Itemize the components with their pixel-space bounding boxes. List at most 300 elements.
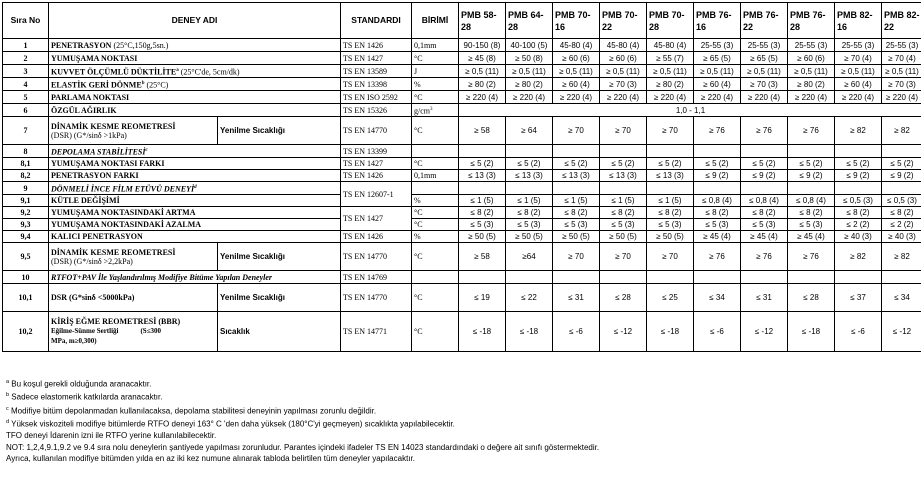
unit-cell — [412, 65, 459, 78]
footnote-text: NOT: 1,2,4,9.1,9.2 ve 9.4 sıra nolu deneylerin şantiyede yapılması zorunludur. Parantes içindeki ifadeler TS EN 14023 standardındaki o değere ait sınıfı göstermektedir. — [6, 442, 600, 452]
value-cell: ≥ 58 — [459, 117, 506, 145]
value-cell: ≤ 28 — [600, 284, 647, 312]
value-cell: 25-55 (3) — [882, 39, 921, 52]
footnote-marker: d — [194, 184, 197, 190]
footnote — [6, 453, 916, 465]
value-cell: ≤ 22 — [506, 284, 553, 312]
test-name-label: KİRİŞ EĞME REOMETRESİ (BBR) — [51, 317, 181, 326]
value-cell: ≥ 70 — [600, 243, 647, 271]
table-row — [3, 207, 921, 219]
empty-cell — [506, 271, 553, 284]
value-cell: ≤ 1 (5) — [600, 195, 647, 207]
row-number: 10,2 — [3, 312, 49, 352]
value-cell: ≤ 5 (2) — [600, 158, 647, 170]
table-row — [3, 312, 921, 352]
test-name-label: ÖZGÜL AĞIRLIK — [51, 105, 117, 115]
test-name — [49, 117, 218, 145]
value-cell: ≤ 9 (2) — [835, 170, 882, 182]
value-cell: ≤ 31 — [553, 284, 600, 312]
test-name: YUMUŞAMA NOKTASINDAKİ ARTMA — [49, 207, 341, 219]
test-name — [49, 78, 341, 91]
value-cell: ≥ 65 (5) — [741, 52, 788, 65]
unit-cell — [412, 182, 459, 195]
value-cell: ≤ 5 (3) — [647, 219, 694, 231]
footnote-text: Bu koşul gerekli olduğunda aranacaktır. — [9, 379, 152, 389]
test-condition: (DSR) (G*/sinδ >1kPa) — [51, 130, 127, 140]
standard-cell: TS EN 12607-1 — [341, 182, 412, 207]
test-condition: (25°C'de, 5cm/dk) — [178, 67, 240, 77]
footnote — [6, 404, 916, 417]
value-cell: ≥ 60 (4) — [694, 78, 741, 91]
value-cell: ≤ 25 — [647, 284, 694, 312]
value-cell: ≥ 70 (3) — [600, 78, 647, 91]
value-cell: 45-80 (4) — [600, 39, 647, 52]
value-cell: ≥ 76 — [788, 117, 835, 145]
footnote-marker: a — [6, 379, 10, 385]
value-cell: ≤ -12 — [741, 312, 788, 352]
header-class: PMB 70-28 — [647, 3, 694, 39]
condition-cell: Yenilme Sıcaklığı — [218, 243, 341, 271]
table-row — [3, 117, 921, 145]
test-name — [49, 145, 341, 158]
value-cell: ≤ 2 (2) — [882, 219, 921, 231]
standard-cell: TS EN 1426 — [341, 170, 412, 182]
value-cell: ≤ 9 (2) — [741, 170, 788, 182]
value-cell: ≥ 0,5 (11) — [835, 65, 882, 78]
specification-table — [2, 2, 921, 352]
empty-cell — [741, 145, 788, 158]
empty-cell — [553, 145, 600, 158]
value-cell: ≤ 8 (2) — [835, 207, 882, 219]
value-cell: ≤ 5 (2) — [694, 158, 741, 170]
footnotes — [6, 377, 916, 465]
value-cell: ≥ 64 — [506, 117, 553, 145]
footnote-text: Sadece elastomerik katkılarda aranacaktır. — [9, 392, 163, 402]
test-condition: Eğilme-Sünme Sertliği — [51, 327, 119, 335]
row-number: 1 — [3, 39, 49, 52]
value-cell: ≥ 70 — [647, 243, 694, 271]
value-cell: ≤ -18 — [459, 312, 506, 352]
value-cell: ≤ 0,8 (4) — [788, 195, 835, 207]
value-cell: 40-100 (5) — [506, 39, 553, 52]
value-cell: ≤ 13 (3) — [506, 170, 553, 182]
value-cell: ≤ 37 — [835, 284, 882, 312]
empty-cell — [506, 182, 553, 195]
row-number: 6 — [3, 104, 49, 117]
value-cell: ≥ 220 (4) — [741, 91, 788, 104]
standard-cell: TS EN 14770 — [341, 117, 412, 145]
table-row — [3, 78, 921, 91]
value-cell: ≤ 8 (2) — [741, 207, 788, 219]
table-row — [3, 170, 921, 182]
empty-cell — [694, 145, 741, 158]
empty-cell — [882, 271, 921, 284]
row-number: 9,3 — [3, 219, 49, 231]
unit-cell — [412, 39, 459, 52]
value-cell: ≤ 5 (3) — [459, 219, 506, 231]
unit-cell: % — [412, 231, 459, 243]
test-condition: (25°C,150g,5sn.) — [111, 40, 169, 50]
value-cell: ≤ 0,8 (4) — [694, 195, 741, 207]
empty-cell — [882, 182, 921, 195]
condition-cell: Yenilme Sıcaklığı — [218, 117, 341, 145]
standard-cell: TS EN 1427 — [341, 207, 412, 231]
empty-cell — [600, 145, 647, 158]
table-row — [3, 231, 921, 243]
test-name — [49, 182, 341, 195]
table-row — [3, 271, 921, 284]
value-cell: ≥ 40 (3) — [835, 231, 882, 243]
standard-cell: TS EN ISO 2592 — [341, 91, 412, 104]
test-name — [49, 65, 341, 78]
value-cell: ≥ 65 (5) — [694, 52, 741, 65]
table-row — [3, 284, 921, 312]
value-cell: ≤ 5 (3) — [600, 219, 647, 231]
unit-cell: °C — [412, 219, 459, 231]
unit-cell — [412, 78, 459, 91]
empty-cell — [459, 145, 506, 158]
value-cell: ≥ 70 (3) — [741, 78, 788, 91]
test-condition: MPa, m≥0,300) — [51, 337, 97, 345]
value-cell: ≤ 9 (2) — [788, 170, 835, 182]
value-cell: ≤ 31 — [741, 284, 788, 312]
table-row — [3, 145, 921, 158]
footnote-marker: c — [6, 405, 9, 412]
unit-cell: °C — [412, 207, 459, 219]
test-name — [49, 39, 341, 52]
value-cell: ≥ 0,5 (11) — [741, 65, 788, 78]
footnote — [6, 390, 916, 403]
test-name: KALICI PENETRASYON — [49, 231, 341, 243]
value-cell: ≤ -18 — [647, 312, 694, 352]
footnote-text: Modifiye bitüm depolanmadan kullanılacaksa, depolama stabilitesi deneyinin yapılması zorunlu değildir. — [8, 406, 377, 416]
test-name: PENETRASYON FARKI — [49, 170, 341, 182]
value-cell: ≤ 34 — [694, 284, 741, 312]
unit-label: 0,1mm — [414, 40, 437, 50]
value-cell: ≥ 70 — [553, 117, 600, 145]
value-cell: ≥ 80 (2) — [459, 78, 506, 91]
value-cell: ≤ -12 — [600, 312, 647, 352]
value-cell: ≤ -6 — [553, 312, 600, 352]
header-no: Sıra No — [3, 3, 49, 39]
row-number: 9 — [3, 182, 49, 195]
header-test-name: DENEY ADI — [49, 3, 341, 39]
value-cell: ≤ 8 (2) — [647, 207, 694, 219]
header-class: PMB 70-16 — [553, 3, 600, 39]
value-cell: 25-55 (3) — [741, 39, 788, 52]
empty-cell — [741, 271, 788, 284]
footnote — [6, 377, 916, 390]
value-cell: ≤ 8 (2) — [694, 207, 741, 219]
value-cell: ≥ 0,5 (11) — [694, 65, 741, 78]
footnote-text: TFO deneyi İdarenin izni ile RTFO yerine kullanılabilecektir. — [6, 431, 217, 440]
standard-cell: TS EN 14770 — [341, 243, 412, 271]
value-cell: ≥ 220 (4) — [835, 91, 882, 104]
value-cell: ≤ 5 (2) — [882, 158, 921, 170]
row-number: 10 — [3, 271, 49, 284]
value-cell: ≥ 220 (4) — [553, 91, 600, 104]
value-cell: ≤ 13 (3) — [647, 170, 694, 182]
unit-superscript: 3 — [430, 106, 433, 112]
value-cell: ≤ 1 (5) — [647, 195, 694, 207]
standard-cell: TS EN 1427 — [341, 52, 412, 65]
value-cell: ≤ 1 (5) — [506, 195, 553, 207]
test-name — [49, 104, 341, 117]
header-class: PMB 82-22 — [882, 3, 921, 39]
empty-cell — [788, 182, 835, 195]
value-cell: ≥ 70 — [647, 117, 694, 145]
test-name-label: DİNAMİK KESME REOMETRESİ — [51, 121, 176, 131]
value-cell: ≥ 60 (6) — [600, 52, 647, 65]
value-cell: ≥ 220 (4) — [459, 91, 506, 104]
test-condition: (25°C) — [144, 80, 169, 90]
row-number: 4 — [3, 78, 49, 91]
value-cell: ≥ 220 (4) — [882, 91, 921, 104]
test-name-label: YUMUŞAMA NOKTASI — [51, 53, 138, 63]
table-row — [3, 104, 921, 117]
test-name-label: ELASTİK GERİ DÖNME — [51, 80, 142, 90]
value-cell: ≥ 82 — [835, 117, 882, 145]
unit-label: g/cm — [414, 106, 431, 116]
value-cell: ≤ 0,5 (3) — [835, 195, 882, 207]
empty-cell — [647, 145, 694, 158]
value-cell: ≥ 220 (4) — [647, 91, 694, 104]
value-cell: ≤ 1 (5) — [459, 195, 506, 207]
value-cell: ≥ 50 (5) — [647, 231, 694, 243]
test-name-label: PENETRASYON — [51, 40, 112, 50]
value-cell: ≥ 220 (4) — [788, 91, 835, 104]
value-cell: ≥ 82 — [882, 243, 921, 271]
table-row — [3, 182, 921, 195]
empty-cell — [553, 182, 600, 195]
value-cell: ≥ 70 (4) — [882, 52, 921, 65]
value-cell: ≥ 76 — [741, 243, 788, 271]
standard-cell: TS EN 13589 — [341, 65, 412, 78]
value-cell: ≤ 19 — [459, 284, 506, 312]
value-cell: ≤ 5 (3) — [694, 219, 741, 231]
row-number: 9,1 — [3, 195, 49, 207]
standard-cell: TS EN 1426 — [341, 231, 412, 243]
standard-cell: TS EN 1426 — [341, 39, 412, 52]
row-number: 9,5 — [3, 243, 49, 271]
unit-cell — [412, 145, 459, 158]
footnote — [6, 442, 916, 454]
value-cell: ≥ 80 (2) — [647, 78, 694, 91]
header-class: PMB 64-28 — [506, 3, 553, 39]
standard-cell: TS EN 13399 — [341, 145, 412, 158]
test-name: KÜTLE DEĞİŞİMİ — [49, 195, 341, 207]
empty-cell — [882, 145, 921, 158]
table-row — [3, 65, 921, 78]
value-cell: ≥ 45 (4) — [788, 231, 835, 243]
test-name-label: PARLAMA NOKTASI — [51, 92, 130, 102]
value-cell: ≥ 220 (4) — [506, 91, 553, 104]
empty-cell — [694, 271, 741, 284]
value-cell: ≥ 76 — [694, 243, 741, 271]
value-cell: ≤ -6 — [694, 312, 741, 352]
value-cell: ≤ 0,8 (4) — [741, 195, 788, 207]
value-cell: ≤ 5 (2) — [741, 158, 788, 170]
value-cell: ≥ 0,5 (11) — [647, 65, 694, 78]
unit-label: % — [414, 79, 421, 89]
header-class: PMB 76-22 — [741, 3, 788, 39]
value-cell: ≥ 60 (6) — [553, 52, 600, 65]
value-cell: ≤ 5 (2) — [459, 158, 506, 170]
value-cell: ≤ -6 — [835, 312, 882, 352]
value-cell: ≤ 8 (2) — [553, 207, 600, 219]
unit-cell: °C — [412, 284, 459, 312]
value-cell: ≥ 76 — [741, 117, 788, 145]
row-number: 10,1 — [3, 284, 49, 312]
value-cell: ≤ 28 — [788, 284, 835, 312]
value-cell: ≤ 13 (3) — [459, 170, 506, 182]
empty-cell — [600, 182, 647, 195]
table-row — [3, 158, 921, 170]
value-cell: ≥ 80 (2) — [506, 78, 553, 91]
value-cell: ≤ 5 (2) — [553, 158, 600, 170]
unit-cell: °C — [412, 158, 459, 170]
value-cell: ≥ 0,5 (11) — [506, 65, 553, 78]
empty-cell — [835, 145, 882, 158]
unit-cell: 0,1mm — [412, 170, 459, 182]
value-cell: ≥ 58 — [459, 243, 506, 271]
value-cell: ≤ 13 (3) — [600, 170, 647, 182]
value-cell: ≥ 50 (5) — [506, 231, 553, 243]
unit-label: J — [414, 66, 418, 76]
standard-cell: TS EN 14770 — [341, 284, 412, 312]
standard-cell: TS EN 14771 — [341, 312, 412, 352]
value-cell: ≥ 70 — [553, 243, 600, 271]
value-cell: ≤ 8 (2) — [600, 207, 647, 219]
row-number: 7 — [3, 117, 49, 145]
value-cell: ≤ 1 (5) — [553, 195, 600, 207]
value-cell: 25-55 (3) — [694, 39, 741, 52]
header-class: PMB 82-16 — [835, 3, 882, 39]
value-cell: 45-80 (4) — [553, 39, 600, 52]
unit-label: °C — [414, 53, 423, 63]
value-cell: 1,0 - 1,1 — [459, 104, 921, 117]
empty-cell — [788, 271, 835, 284]
standard-cell: TS EN 15326 — [341, 104, 412, 117]
value-cell: ≤ 5 (3) — [506, 219, 553, 231]
header-row — [3, 3, 921, 39]
table-row — [3, 52, 921, 65]
header-class: PMB 76-16 — [694, 3, 741, 39]
unit-cell: °C — [412, 312, 459, 352]
value-cell: ≥ 40 (3) — [882, 231, 921, 243]
footnote-marker: d — [6, 418, 10, 425]
value-cell: 90-150 (8) — [459, 39, 506, 52]
value-cell: ≥ 0,5 (11) — [788, 65, 835, 78]
header-standard: STANDARDI — [341, 3, 412, 39]
empty-cell — [647, 271, 694, 284]
value-cell: ≥ 45 (4) — [741, 231, 788, 243]
value-cell: ≤ 5 (3) — [788, 219, 835, 231]
value-cell: ≤ 8 (2) — [788, 207, 835, 219]
footnote-marker: a — [176, 67, 179, 73]
value-cell: ≥ 70 (4) — [835, 52, 882, 65]
test-name — [49, 52, 341, 65]
footnote-text: Yüksek viskoziteli modifiye bitümlerde RTFO deneyi 163° C 'den daha yüksek (180°C'yi geçmeyen) sıcaklıkta yapılabilecektir. — [9, 419, 455, 429]
value-cell: 45-80 (4) — [647, 39, 694, 52]
value-cell: ≥ 70 — [600, 117, 647, 145]
value-cell: ≤ -12 — [882, 312, 921, 352]
condition-cell: Yenilme Sıcaklığı — [218, 284, 341, 312]
value-cell: ≥ 45 (8) — [459, 52, 506, 65]
row-number: 8,1 — [3, 158, 49, 170]
unit-label: °C — [414, 92, 423, 102]
unit-cell — [412, 104, 459, 117]
value-cell: ≤ 5 (2) — [788, 158, 835, 170]
value-cell: ≥ 50 (5) — [459, 231, 506, 243]
test-name-label: DEPOLAMA STABİLİTESİ — [51, 147, 146, 157]
table-row — [3, 91, 921, 104]
row-number: 3 — [3, 65, 49, 78]
value-cell: ≥ 76 — [694, 117, 741, 145]
value-cell: ≤ 5 (2) — [506, 158, 553, 170]
standard-cell: TS EN 13398 — [341, 78, 412, 91]
value-cell: ≥ 80 (2) — [788, 78, 835, 91]
table-row — [3, 195, 921, 207]
value-cell: ≥ 45 (4) — [694, 231, 741, 243]
table-row — [3, 39, 921, 52]
row-number: 8,2 — [3, 170, 49, 182]
row-number: 5 — [3, 91, 49, 104]
unit-cell: °C — [412, 117, 459, 145]
value-cell: ≥ 70 (3) — [882, 78, 921, 91]
footnote — [6, 430, 916, 442]
unit-cell: °C — [412, 243, 459, 271]
empty-cell — [788, 145, 835, 158]
unit-cell — [412, 91, 459, 104]
empty-cell — [741, 182, 788, 195]
standard-cell: TS EN 14769 — [341, 271, 412, 284]
header-class: PMB 58-28 — [459, 3, 506, 39]
value-cell: 25-55 (3) — [788, 39, 835, 52]
test-name — [49, 312, 218, 352]
empty-cell — [694, 182, 741, 195]
condition-cell: Sıcaklık — [218, 312, 341, 352]
value-cell: ≥ 82 — [882, 117, 921, 145]
value-cell: ≥ 55 (7) — [647, 52, 694, 65]
footnote — [6, 417, 916, 430]
empty-cell — [647, 182, 694, 195]
test-name — [49, 243, 218, 271]
value-cell: ≤ 13 (3) — [553, 170, 600, 182]
value-cell: ≤ 8 (2) — [506, 207, 553, 219]
value-cell: ≥64 — [506, 243, 553, 271]
value-cell: ≤ 0,5 (3) — [882, 195, 921, 207]
empty-cell — [835, 271, 882, 284]
value-cell: ≥ 220 (4) — [694, 91, 741, 104]
value-cell: ≥ 50 (5) — [553, 231, 600, 243]
value-cell: ≤ -18 — [506, 312, 553, 352]
table-row — [3, 219, 921, 231]
test-name: DSR (G*sinδ <5000kPa) — [49, 284, 218, 312]
test-condition: (S≤300 — [140, 327, 162, 335]
value-cell: ≥ 0,5 (11) — [882, 65, 921, 78]
empty-cell — [600, 271, 647, 284]
footnote-marker: b — [6, 392, 10, 399]
value-cell: ≥ 50 (5) — [600, 231, 647, 243]
empty-cell — [553, 271, 600, 284]
row-number: 8 — [3, 145, 49, 158]
value-cell: ≤ 34 — [882, 284, 921, 312]
unit-cell: % — [412, 195, 459, 207]
row-number: 2 — [3, 52, 49, 65]
unit-cell — [412, 271, 459, 284]
value-cell: ≥ 60 (4) — [835, 78, 882, 91]
